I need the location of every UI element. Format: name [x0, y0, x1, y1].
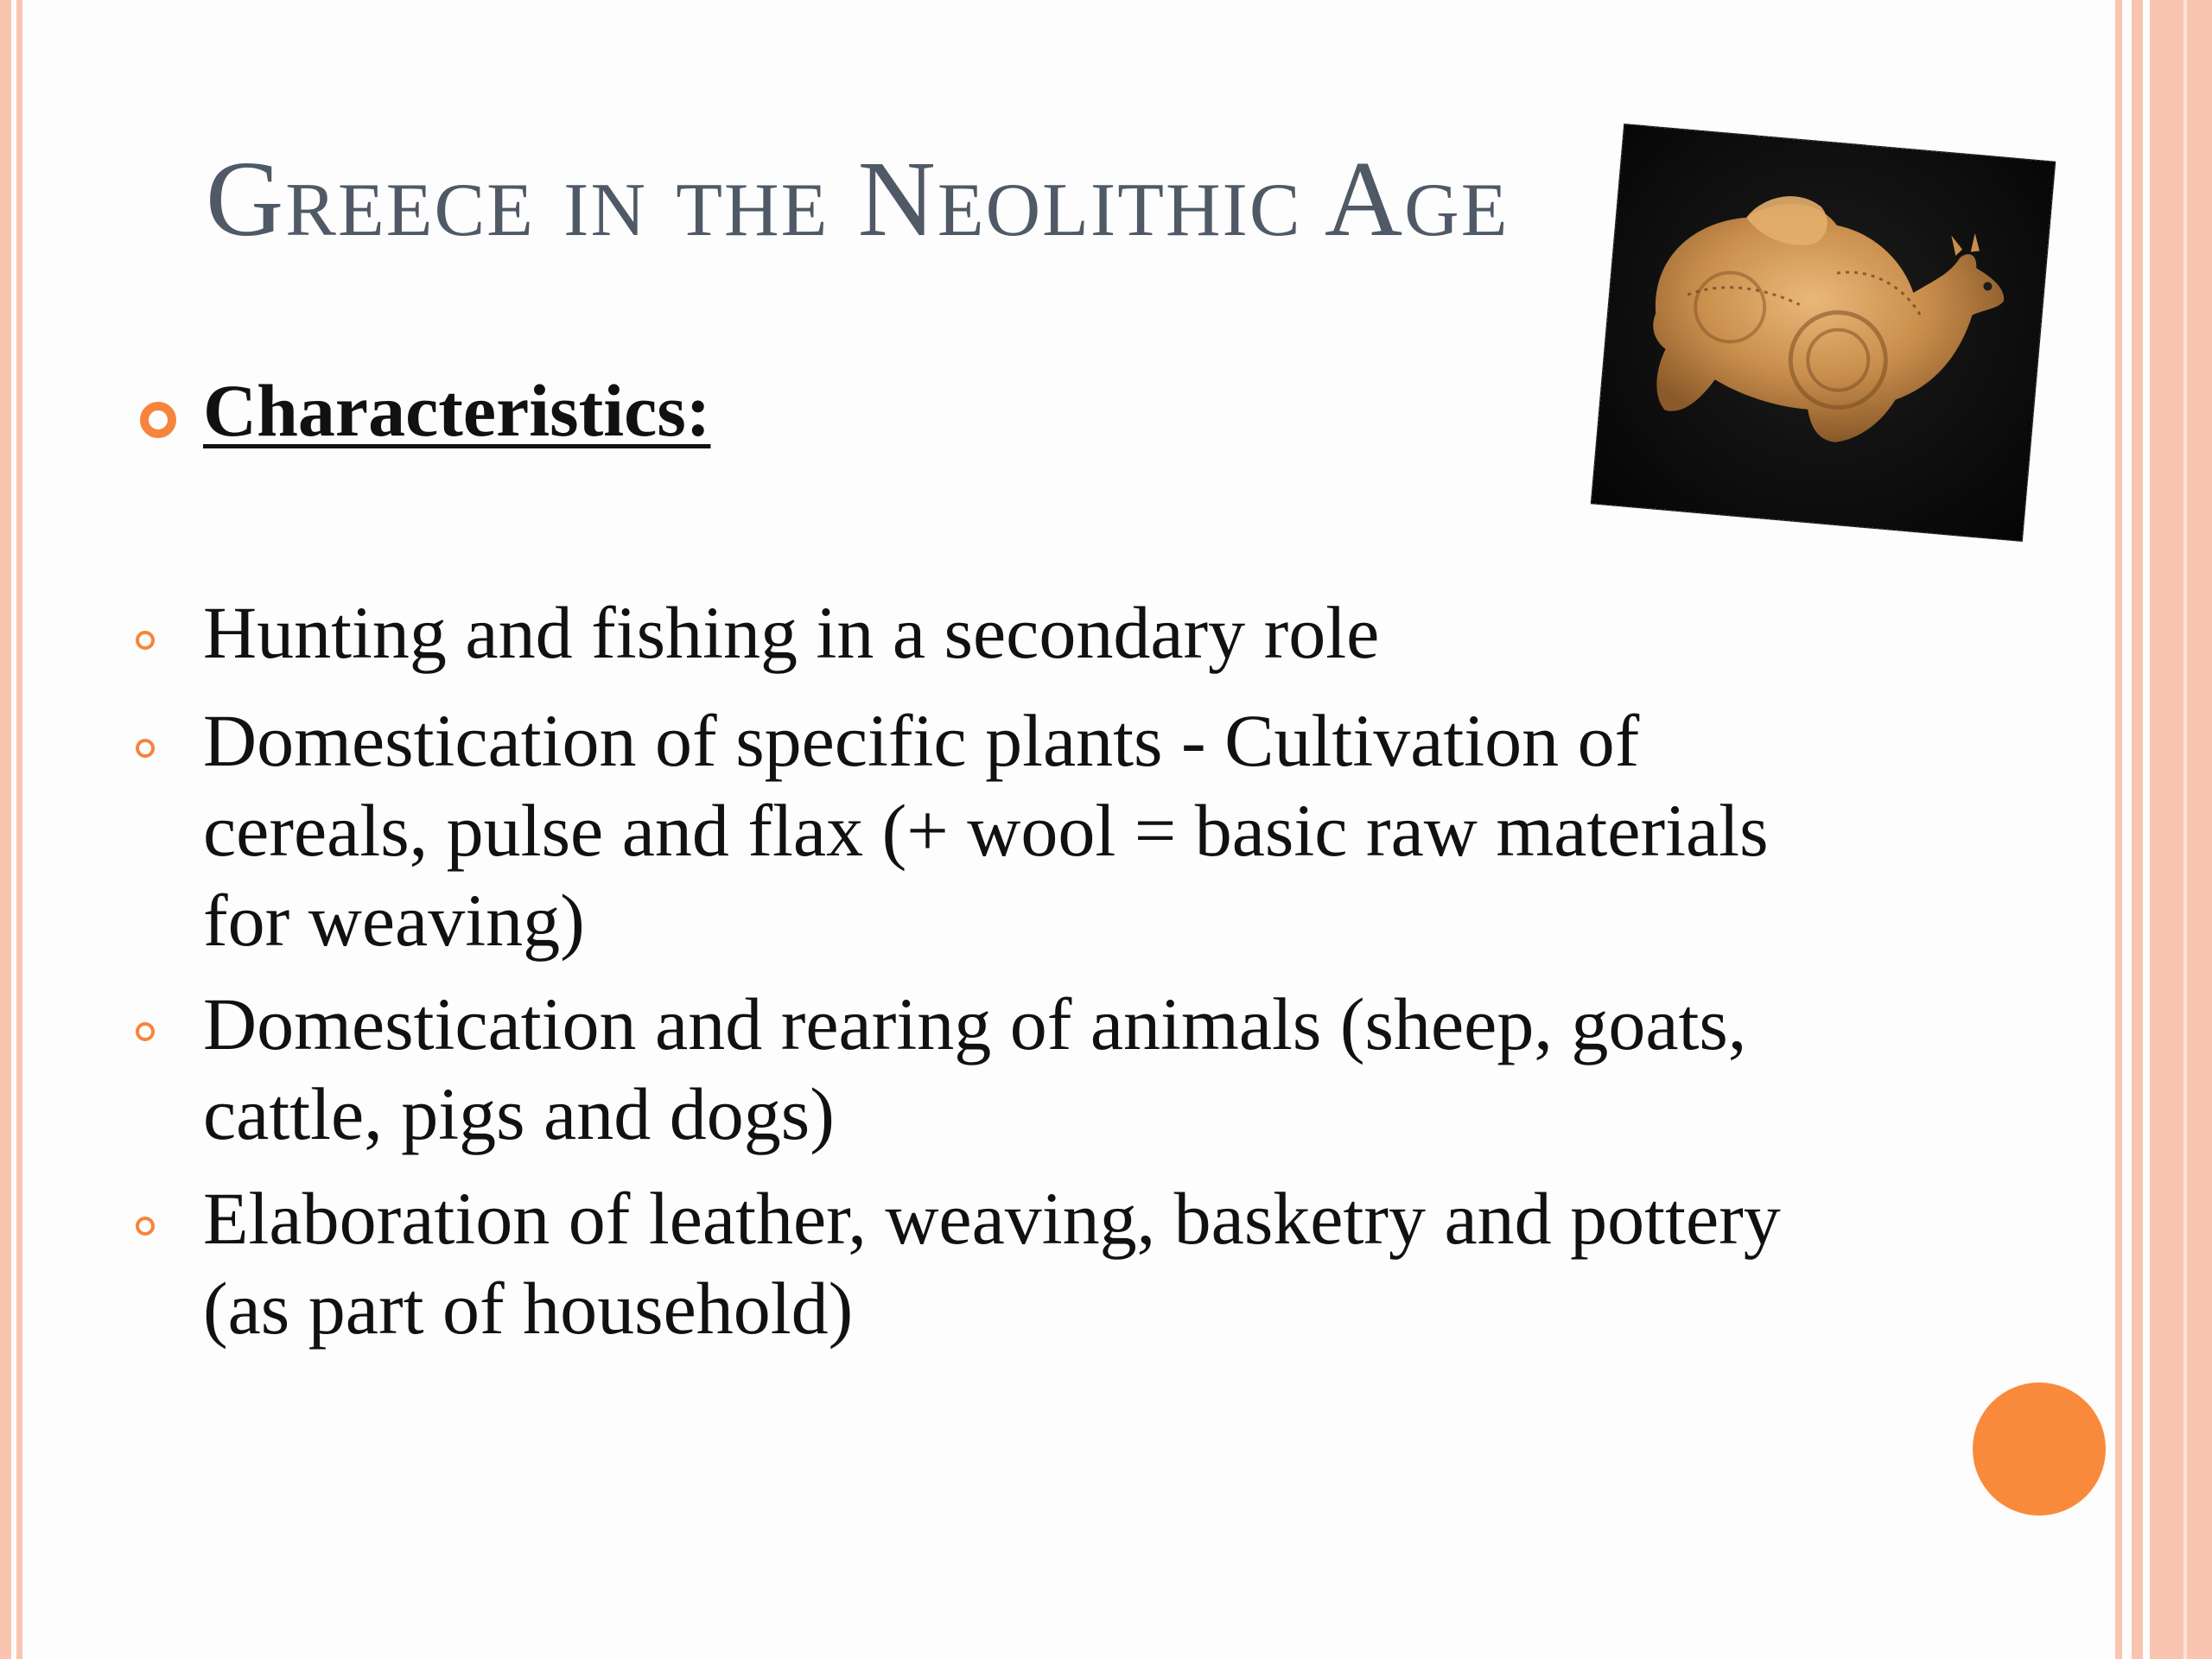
list-item	[203, 588, 1931, 677]
list-item	[203, 696, 1845, 965]
list-item-text: Domestication and rearing of animals (sheep, goats, cattle, pigs and dogs)	[203, 982, 1747, 1155]
heading-bullet-icon	[140, 402, 176, 438]
section-heading: Characteristics:	[203, 369, 711, 452]
list-item	[203, 979, 1845, 1159]
bullet-circle-icon	[136, 631, 155, 650]
bullet-circle-icon	[136, 739, 155, 758]
bullet-circle-icon	[136, 1022, 155, 1041]
slide-title: Greece in the Neolithic Age	[206, 140, 1510, 259]
decorative-orange-circle	[1973, 1382, 2106, 1516]
list-item-text: Elaboration of leather, weaving, basketry and pottery (as part of household)	[203, 1177, 1781, 1350]
list-item-text: Domestication of specific plants - Cultivation of cereals, pulse and flax (+ wool = basic raw materials for weaving)	[203, 699, 1769, 962]
bullet-circle-icon	[136, 1217, 155, 1236]
list-item-text: Hunting and fishing in a secondary role	[203, 591, 1380, 674]
list-item	[203, 1173, 1845, 1353]
